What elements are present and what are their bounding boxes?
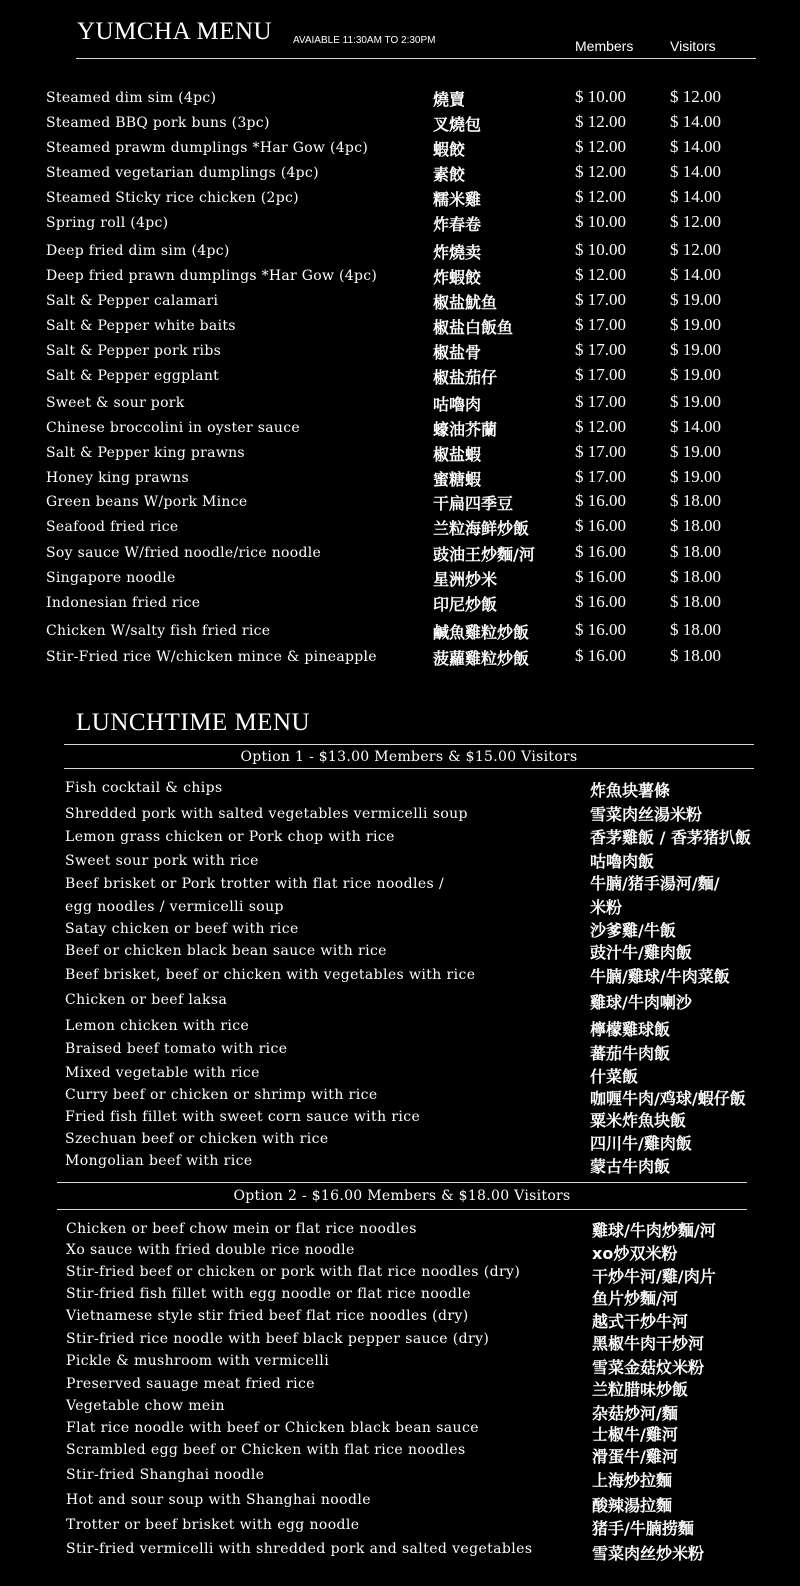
- item-name-en: Green beans W/pork Mince: [46, 494, 248, 510]
- item-name-en: Honey king prawns: [46, 470, 189, 486]
- member-price: $ 12.00: [575, 112, 626, 131]
- visitor-price: $ 18.00: [670, 491, 721, 510]
- dish-name-en: Curry beef or chicken or shrimp with rice: [65, 1087, 378, 1103]
- dish-name-zh: 滑蛋牛/雞河: [592, 1447, 678, 1466]
- item-name-zh: 干扁四季豆: [433, 494, 514, 513]
- visitor-price: $ 14.00: [670, 187, 721, 206]
- item-name-zh: 素餃: [433, 165, 466, 184]
- visitors-column-header: Visitors: [670, 38, 716, 54]
- dish-name-en: Chicken or beef chow mein or flat rice noodles: [66, 1221, 417, 1237]
- item-name-en: Singapore noodle: [46, 570, 176, 586]
- visitor-price: $ 14.00: [670, 137, 721, 156]
- dish-name-zh: 士椒牛/雞河: [592, 1425, 678, 1444]
- dish-name-en: Mixed vegetable with rice: [65, 1065, 260, 1081]
- item-name-en: Chicken W/salty fish fried rice: [46, 623, 271, 639]
- visitor-price: $ 12.00: [670, 87, 721, 106]
- item-name-en: Salt & Pepper white baits: [46, 318, 236, 334]
- yumcha-title: YUMCHA MENU: [77, 18, 273, 45]
- item-name-zh: 兰粒海鲜炒飯: [433, 519, 530, 538]
- dish-name-en: Satay chicken or beef with rice: [65, 921, 299, 937]
- dish-name-zh: 雪菜金菇炆米粉: [592, 1358, 705, 1377]
- member-price: $ 17.00: [575, 392, 626, 411]
- item-name-en: Salt & Pepper pork ribs: [46, 343, 222, 359]
- visitor-price: $ 19.00: [670, 315, 721, 334]
- dish-name-en: Szechuan beef or chicken with rice: [65, 1131, 329, 1147]
- item-name-zh: 豉油王炒麵/河: [433, 545, 535, 564]
- dish-name-en: Lemon chicken with rice: [65, 1018, 250, 1034]
- item-name-en: Indonesian fried rice: [46, 595, 201, 611]
- lunch-title: LUNCHTIME MENU: [76, 709, 311, 736]
- item-name-zh: 星洲炒米: [433, 570, 498, 589]
- item-name-zh: 糯米雞: [433, 190, 482, 209]
- dish-name-en: Fried fish fillet with sweet corn sauce with rice: [65, 1109, 421, 1125]
- option1-divider: [64, 768, 754, 769]
- dish-name-en: Preserved sauage meat fried rice: [66, 1376, 315, 1392]
- dish-name-zh: 雞球/牛肉喇沙: [590, 993, 692, 1012]
- member-price: $ 17.00: [575, 467, 626, 486]
- dish-name-zh: 牛腩/猪手湯河/麵/: [590, 874, 720, 893]
- visitor-price: $ 18.00: [670, 542, 721, 561]
- dish-name-en: Chicken or beef laksa: [65, 992, 228, 1008]
- member-price: $ 17.00: [575, 290, 626, 309]
- item-name-zh: 炸春卷: [433, 215, 482, 234]
- item-name-en: Seafood fried rice: [46, 519, 179, 535]
- visitor-price: $ 19.00: [670, 467, 721, 486]
- member-price: $ 16.00: [575, 567, 626, 586]
- dish-name-zh: 蕃茄牛肉飯: [590, 1044, 671, 1063]
- dish-name-zh: 咖喱牛肉/鸡球/蝦仔飯: [590, 1089, 746, 1108]
- dish-name-en: Sweet sour pork with rice: [65, 853, 259, 869]
- dish-name-zh: 檸檬雞球飯: [590, 1020, 671, 1039]
- item-name-zh: 蜜糖蝦: [433, 470, 482, 489]
- member-price: $ 12.00: [575, 162, 626, 181]
- dish-name-en: Vegetable chow mein: [66, 1398, 225, 1414]
- item-name-zh: 蝦餃: [433, 140, 466, 159]
- dish-name-en: Flat rice noodle with beef or Chicken black bean sauce: [66, 1420, 479, 1436]
- dish-name-en: Pickle & mushroom with vermicelli: [66, 1353, 330, 1369]
- item-name-en: Steamed vegetarian dumplings (4pc): [46, 165, 319, 181]
- dish-name-en: Fish cocktail & chips: [65, 780, 223, 796]
- visitor-price: $ 14.00: [670, 417, 721, 436]
- visitor-price: $ 14.00: [670, 265, 721, 284]
- member-price: $ 16.00: [575, 542, 626, 561]
- dish-name-zh: 干炒牛河/雞/肉片: [592, 1267, 716, 1286]
- item-name-en: Steamed Sticky rice chicken (2pc): [46, 190, 299, 206]
- lunch-title-divider: [64, 744, 754, 745]
- dish-name-zh: 越式干炒牛河: [592, 1312, 689, 1331]
- visitor-price: $ 18.00: [670, 592, 721, 611]
- member-price: $ 17.00: [575, 315, 626, 334]
- item-name-en: Steamed dim sim (4pc): [46, 90, 217, 106]
- dish-name-en: Stir-fried fish fillet with egg noodle or flat rice noodle: [66, 1286, 471, 1302]
- item-name-zh: 燒賣: [433, 90, 466, 109]
- dish-name-en: Beef or chicken black bean sauce with rice: [65, 943, 387, 959]
- dish-name-en: Braised beef tomato with rice: [65, 1041, 288, 1057]
- member-price: $ 16.00: [575, 592, 626, 611]
- dish-name-zh: xo炒双米粉: [592, 1244, 678, 1263]
- member-price: $ 16.00: [575, 491, 626, 510]
- visitor-price: $ 14.00: [670, 112, 721, 131]
- visitor-price: $ 19.00: [670, 365, 721, 384]
- item-name-zh: 菠蘿雞粒炒飯: [433, 649, 530, 668]
- dish-name-zh: 粟米炸魚块飯: [590, 1111, 687, 1130]
- item-name-zh: 椒盐白飯鱼: [433, 318, 514, 337]
- item-name-en: Salt & Pepper king prawns: [46, 445, 245, 461]
- yumcha-header-divider: [76, 58, 756, 59]
- item-name-zh: 椒盐茄仔: [433, 368, 498, 387]
- dish-name-en: Lemon grass chicken or Pork chop with rice: [65, 829, 395, 845]
- dish-name-en: Shredded pork with salted vegetables vermicelli soup: [65, 806, 468, 822]
- option2-top-divider: [57, 1182, 747, 1183]
- item-name-en: Steamed BBQ pork buns (3pc): [46, 115, 270, 131]
- dish-name-zh: 炸魚块薯條: [590, 781, 671, 800]
- member-price: $ 12.00: [575, 265, 626, 284]
- dish-name-zh: 什菜飯: [590, 1067, 639, 1086]
- dish-name-en: Mongolian beef with rice: [65, 1153, 253, 1169]
- item-name-en: Spring roll (4pc): [46, 215, 169, 231]
- visitor-price: $ 18.00: [670, 646, 721, 665]
- dish-name-zh: 雪菜肉丝炒米粉: [592, 1544, 705, 1563]
- dish-name-zh: 牛腩/雞球/牛肉菜飯: [590, 967, 730, 986]
- item-name-en: Chinese broccolini in oyster sauce: [46, 420, 300, 436]
- option2-divider: [57, 1209, 747, 1210]
- visitor-price: $ 18.00: [670, 620, 721, 639]
- dish-name-zh: 猪手/牛腩捞麵: [592, 1519, 694, 1538]
- dish-name-en: egg noodles / vermicelli soup: [65, 899, 284, 915]
- dish-name-zh: 香茅雞飯 / 香茅猪扒飯: [590, 828, 751, 847]
- item-name-zh: 咕嚕肉: [433, 395, 482, 414]
- dish-name-zh: 黑椒牛肉干炒河: [592, 1334, 705, 1353]
- dish-name-zh: 米粉: [590, 898, 623, 917]
- dish-name-en: Stir-fried beef or chicken or pork with flat rice noodles (dry): [66, 1264, 521, 1280]
- member-price: $ 16.00: [575, 516, 626, 535]
- item-name-en: Soy sauce W/fried noodle/rice noodle: [46, 545, 322, 561]
- member-price: $ 10.00: [575, 87, 626, 106]
- visitor-price: $ 12.00: [670, 212, 721, 231]
- dish-name-en: Stir-fried rice noodle with beef black pepper sauce (dry): [66, 1331, 490, 1347]
- item-name-en: Deep fried prawn dumplings *Har Gow (4pc): [46, 268, 378, 284]
- member-price: $ 12.00: [575, 417, 626, 436]
- member-price: $ 16.00: [575, 646, 626, 665]
- item-name-en: Salt & Pepper calamari: [46, 293, 219, 309]
- dish-name-zh: 豉汁牛/雞肉飯: [590, 943, 692, 962]
- item-name-zh: 椒盐蝦: [433, 445, 482, 464]
- item-name-zh: 炸燒卖: [433, 243, 482, 262]
- item-name-zh: 炸蝦餃: [433, 268, 482, 287]
- item-name-en: Sweet & sour pork: [46, 395, 185, 411]
- item-name-zh: 印尼炒飯: [433, 595, 498, 614]
- member-price: $ 17.00: [575, 340, 626, 359]
- member-price: $ 16.00: [575, 620, 626, 639]
- members-column-header: Members: [575, 38, 634, 54]
- yumcha-availability: AVAIABLE 11:30AM TO 2:30PM: [293, 35, 436, 46]
- member-price: $ 17.00: [575, 442, 626, 461]
- member-price: $ 10.00: [575, 212, 626, 231]
- dish-name-zh: 杂菇炒河/麵: [592, 1404, 678, 1423]
- visitor-price: $ 19.00: [670, 392, 721, 411]
- visitor-price: $ 14.00: [670, 162, 721, 181]
- dish-name-zh: 上海炒拉麵: [592, 1471, 673, 1490]
- item-name-en: Steamed prawm dumplings *Har Gow (4pc): [46, 140, 369, 156]
- dish-name-zh: 雪菜肉丝湯米粉: [590, 805, 703, 824]
- item-name-en: Stir-Fried rice W/chicken mince & pineapple: [46, 649, 377, 665]
- dish-name-en: Hot and sour soup with Shanghai noodle: [66, 1492, 371, 1508]
- dish-name-zh: 兰粒腊味炒飯: [592, 1380, 689, 1399]
- dish-name-en: Trotter or beef brisket with egg noodle: [66, 1517, 360, 1533]
- item-name-zh: 鹹魚雞粒炒飯: [433, 623, 530, 642]
- item-name-zh: 椒盐骨: [433, 343, 482, 362]
- dish-name-en: Vietnamese style stir fried beef flat rice noodles (dry): [66, 1308, 469, 1324]
- dish-name-zh: 沙爹雞/牛飯: [590, 921, 676, 940]
- dish-name-zh: 鱼片炒麵/河: [592, 1289, 678, 1308]
- item-name-en: Deep fried dim sim (4pc): [46, 243, 230, 259]
- member-price: $ 10.00: [575, 240, 626, 259]
- item-name-zh: 蠔油芥蘭: [433, 420, 498, 439]
- dish-name-en: Beef brisket, beef or chicken with vegetables with rice: [65, 967, 476, 983]
- dish-name-zh: 蒙古牛肉飯: [590, 1157, 671, 1176]
- dish-name-zh: 雞球/牛肉炒麵/河: [592, 1221, 716, 1240]
- dish-name-zh: 咕嚕肉飯: [590, 852, 655, 871]
- visitor-price: $ 19.00: [670, 442, 721, 461]
- visitor-price: $ 18.00: [670, 567, 721, 586]
- visitor-price: $ 19.00: [670, 290, 721, 309]
- dish-name-zh: 四川牛/雞肉飯: [590, 1134, 692, 1153]
- visitor-price: $ 19.00: [670, 340, 721, 359]
- dish-name-zh: 酸辣湯拉麵: [592, 1496, 673, 1515]
- dish-name-en: Beef brisket or Pork trotter with flat rice noodles /: [65, 876, 445, 892]
- visitor-price: $ 18.00: [670, 516, 721, 535]
- option1-heading: Option 1 - $13.00 Members & $15.00 Visitors: [240, 749, 578, 765]
- item-name-zh: 椒盐魷鱼: [433, 293, 498, 312]
- option2-heading: Option 2 - $16.00 Members & $18.00 Visitors: [233, 1188, 571, 1204]
- dish-name-en: Xo sauce with fried double rice noodle: [66, 1242, 355, 1258]
- visitor-price: $ 12.00: [670, 240, 721, 259]
- item-name-en: Salt & Pepper eggplant: [46, 368, 220, 384]
- item-name-zh: 叉燒包: [433, 115, 482, 134]
- member-price: $ 12.00: [575, 137, 626, 156]
- dish-name-en: Scrambled egg beef or Chicken with flat rice noodles: [66, 1442, 466, 1458]
- dish-name-en: Stir-fried Shanghai noodle: [66, 1467, 265, 1483]
- member-price: $ 12.00: [575, 187, 626, 206]
- dish-name-en: Stir-fried vermicelli with shredded pork and salted vegetables: [66, 1541, 533, 1557]
- member-price: $ 17.00: [575, 365, 626, 384]
